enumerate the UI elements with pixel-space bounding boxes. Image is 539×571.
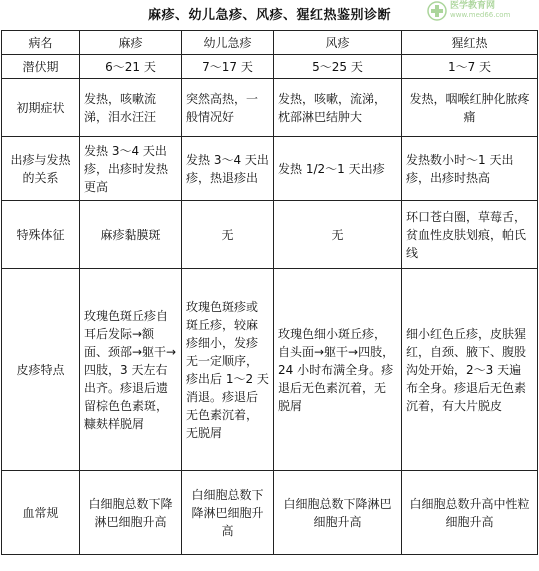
table-cell: 细小红色丘疹，皮肤猩红，自颈、腋下、腹股沟处开始，2～3 天遍布全身。疹退后无色素沉着，有大片脱皮	[402, 269, 538, 471]
row-label: 皮疹特点	[2, 269, 80, 471]
header-cell: 风疹	[274, 31, 402, 55]
table-cell: 玫瑰色斑丘疹自耳后发际→额面、颈部→躯干→四肢，3 天左右出齐。疹退后遗留棕色色素斑，糠麸样脱屑	[80, 269, 182, 471]
table-cell: 1～7 天	[402, 55, 538, 79]
table-row	[2, 55, 538, 79]
table-cell: 5～25 天	[274, 55, 402, 79]
diagnosis-table	[1, 30, 538, 555]
watermark-url: www.med66.com	[450, 11, 511, 19]
header-cell: 麻疹	[80, 31, 182, 55]
table-row	[2, 137, 538, 201]
table-cell: 发热数小时～1 天出疹，出疹时热高	[402, 137, 538, 201]
table-cell: 发热，咳嗽，流涕，枕部淋巴结肿大	[274, 79, 402, 137]
table-row	[2, 471, 538, 555]
row-label: 血常规	[2, 471, 80, 555]
row-label: 初期症状	[2, 79, 80, 137]
watermark	[427, 0, 537, 22]
table-cell: 6～21 天	[80, 55, 182, 79]
header-cell: 猩红热	[402, 31, 538, 55]
row-label: 潜伏期	[2, 55, 80, 79]
table-cell: 7～17 天	[182, 55, 274, 79]
table-cell: 发热，咳嗽流涕，泪水汪汪	[80, 79, 182, 137]
table-cell: 白细胞总数下降淋巴细胞升高	[80, 471, 182, 555]
watermark-brand: 医学教育网	[450, 1, 496, 11]
header-cell: 幼儿急疹	[182, 31, 274, 55]
table-cell: 玫瑰色细小斑丘疹，自头面→躯干→四肢，24 小时布满全身。疹退后无色素沉着，无脱屑	[274, 269, 402, 471]
table-cell: 发热，咽喉红肿化脓疼痛	[402, 79, 538, 137]
header-cell: 病名	[2, 31, 80, 55]
table-cell: 白细胞总数下降淋巴细胞升高	[274, 471, 402, 555]
row-label: 出疹与发热的关系	[2, 137, 80, 201]
table-cell: 发热 1/2～1 天出疹	[274, 137, 402, 201]
table-header-row	[2, 31, 538, 55]
page-title: 麻疹、幼儿急疹、风疹、猩红热鉴别诊断	[147, 8, 391, 23]
table-cell: 玫瑰色斑疹或斑丘疹，较麻疹细小，发疹无一定顺序，疹出后 1～2 天消退。疹退后无色素沉着，无脱屑	[182, 269, 274, 471]
table-row	[2, 269, 538, 471]
table-cell: 环口苍白圈，草莓舌，贫血性皮肤划痕，帕氏线	[402, 201, 538, 269]
table-cell: 突然高热，一般情况好	[182, 79, 274, 137]
table-row	[2, 201, 538, 269]
table-cell: 发热 3～4 天出疹，热退疹出	[182, 137, 274, 201]
table-cell: 发热 3～4 天出疹，出疹时发热更高	[80, 137, 182, 201]
row-label: 特殊体征	[2, 201, 80, 269]
table-cell: 麻疹黏膜斑	[80, 201, 182, 269]
medical-cross-logo-icon	[427, 1, 447, 21]
table-cell: 无	[274, 201, 402, 269]
table-row	[2, 79, 538, 137]
table-cell: 白细胞总数下降淋巴细胞升高	[182, 471, 274, 555]
table-cell: 白细胞总数升高中性粒细胞升高	[402, 471, 538, 555]
table-cell: 无	[182, 201, 274, 269]
